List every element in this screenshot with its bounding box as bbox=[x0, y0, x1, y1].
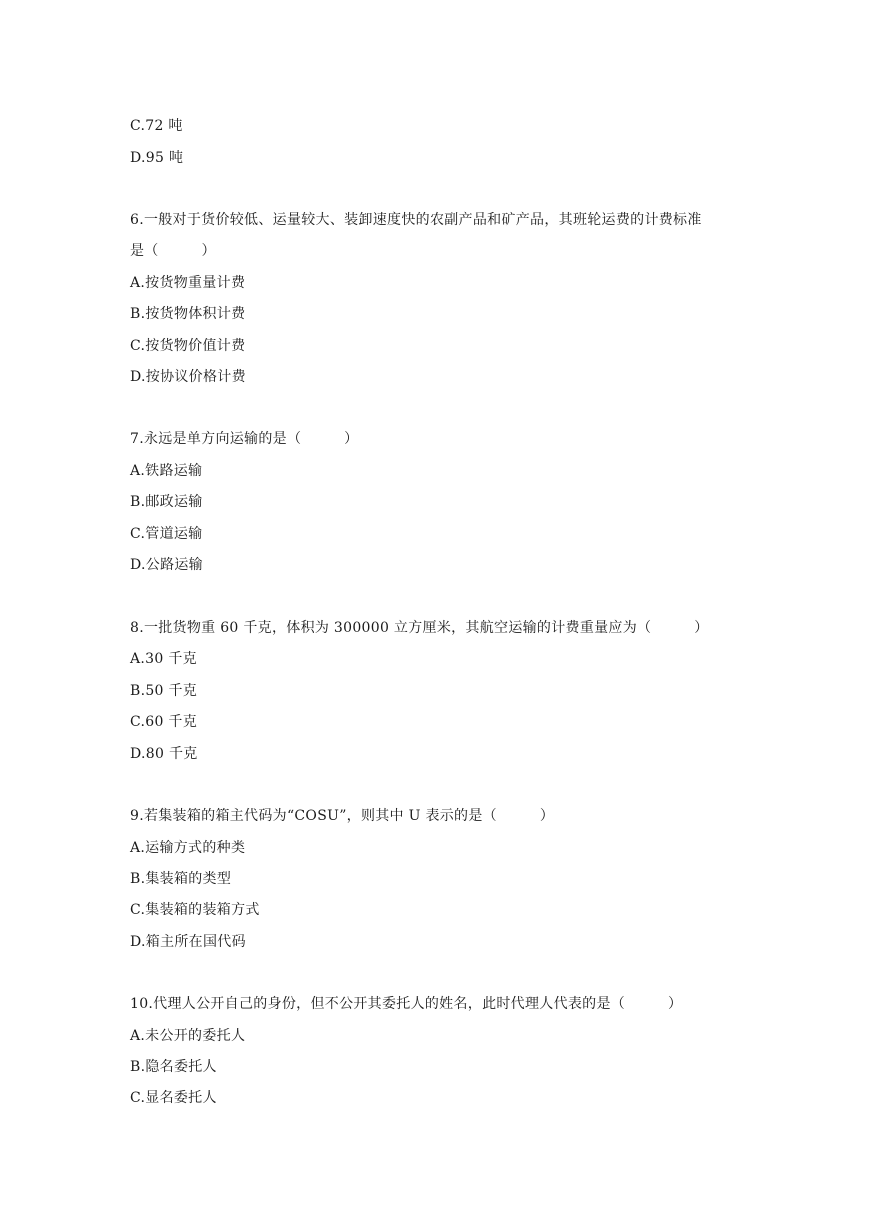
option-c-prev: C.72 吨 bbox=[130, 118, 183, 134]
question-7-option-b: B.邮政运输 bbox=[130, 494, 203, 510]
question-7-option-a: A.铁路运输 bbox=[130, 463, 203, 479]
question-9-option-c: C.集装箱的装箱方式 bbox=[130, 902, 260, 918]
question-10-option-a: A.未公开的委托人 bbox=[130, 1028, 246, 1044]
question-9-stem: 9.若集装箱的箱主代码为“COSU”，则其中 U 表示的是（ ） bbox=[130, 808, 555, 824]
question-7-stem: 7.永远是单方向运输的是（ ） bbox=[130, 431, 359, 447]
option-d-prev: D.95 吨 bbox=[130, 150, 184, 166]
question-9-option-a: A.运输方式的种类 bbox=[130, 840, 246, 856]
question-9-option-d: D.箱主所在国代码 bbox=[130, 934, 246, 950]
question-8-option-d: D.80 千克 bbox=[130, 746, 198, 762]
question-10-option-c: C.显名委托人 bbox=[130, 1090, 217, 1106]
question-8-option-b: B.50 千克 bbox=[130, 683, 198, 699]
question-8-option-a: A.30 千克 bbox=[130, 651, 197, 667]
question-6-option-a: A.按货物重量计费 bbox=[130, 275, 246, 291]
question-8-stem: 8.一批货物重 60 千克，体积为 300000 立方厘米，其航空运输的计费重量应为（ ） bbox=[130, 620, 709, 636]
question-6-option-c: C.按货物价值计费 bbox=[130, 338, 246, 354]
question-6-option-d: D.按协议价格计费 bbox=[130, 369, 246, 385]
question-6-option-b: B.按货物体积计费 bbox=[130, 306, 246, 322]
question-6-stem-line-2: 是（ ） bbox=[130, 243, 216, 259]
question-7-option-c: C.管道运输 bbox=[130, 526, 203, 542]
question-10-option-b: B.隐名委托人 bbox=[130, 1059, 217, 1075]
question-6-stem-line-1: 6.一般对于货价较低、运量较大、装卸速度快的农副产品和矿产品，其班轮运费的计费标准 bbox=[130, 212, 702, 228]
question-9-option-b: B.集装箱的类型 bbox=[130, 871, 232, 887]
question-7-option-d: D.公路运输 bbox=[130, 557, 203, 573]
question-8-option-c: C.60 千克 bbox=[130, 714, 198, 730]
question-10-stem: 10.代理人公开自己的身份，但不公开其委托人的姓名，此时代理人代表的是（ ） bbox=[130, 996, 683, 1012]
